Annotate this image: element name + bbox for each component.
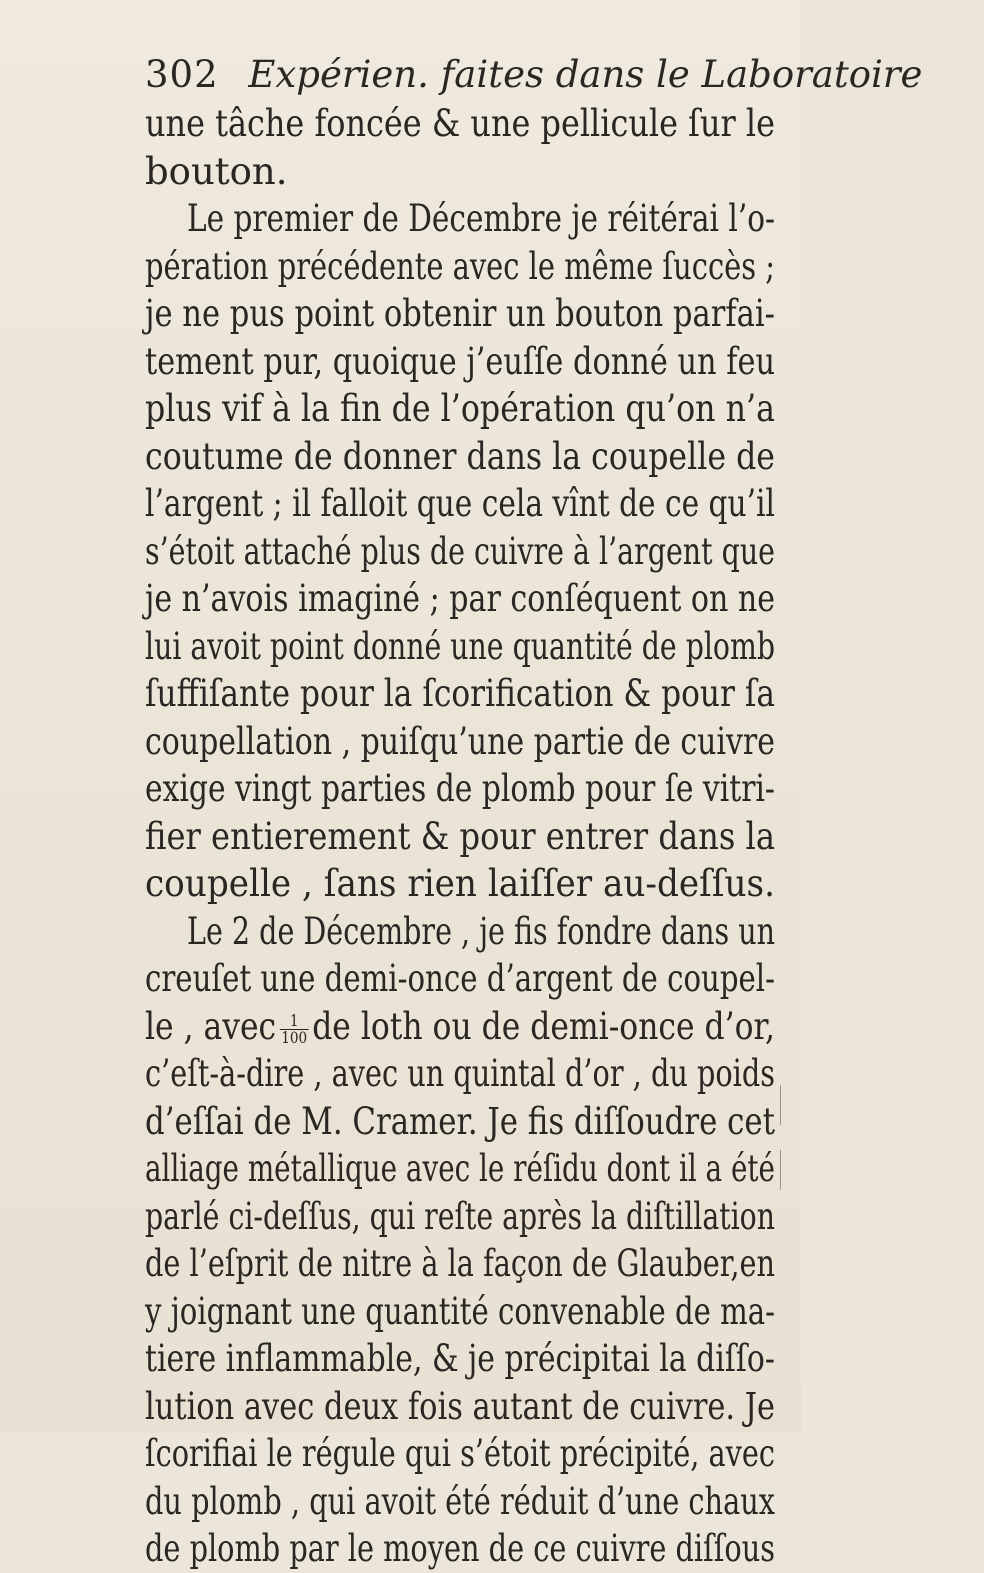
text-line: d’eſſai de M. Cramer. Je fis diſſoudre cet: [145, 1099, 775, 1143]
text-line: fier entierement & pour entrer dans la: [145, 814, 775, 858]
text-line: parlé ci-deſſus, qui reſte après la diſtillation: [145, 1194, 775, 1238]
text-line: lui avoit point donné une quantité de plomb: [145, 624, 775, 668]
text-line: de l’eſprit de nitre à la façon de Glauber,en: [145, 1242, 775, 1285]
text-line: ſuffiſante pour la ſcorification & pour ſa: [145, 672, 775, 715]
text-line: je ne pus point obtenir un bouton parfai-: [145, 292, 775, 335]
text-line: y joignant une quantité convenable de ma-: [145, 1289, 775, 1333]
text-line: coupellation , puiſqu’une partie de cuivre: [145, 719, 775, 763]
text-line: Le 2 de Décembre , je fis fondre dans un: [187, 909, 775, 953]
text-line: plus vif à la fin de l’opération qu’on n’a: [145, 387, 775, 430]
text-line: Le premier de Décembre je réitérai l’o-: [187, 197, 775, 240]
text-line: coutume de donner dans la coupelle de: [145, 434, 775, 478]
fraction: [280, 1010, 309, 1047]
fraction-denominator: 100: [281, 1027, 308, 1047]
margin-mark: [780, 1150, 781, 1190]
text-line: pération précédente avec le même ſuccès ;: [145, 244, 775, 288]
page-number: 302: [145, 53, 219, 96]
text-line: de plomb par le moyen de ce cuivre diſſous: [145, 1527, 775, 1570]
text-line: s’étoit attaché plus de cuivre à l’argent que: [145, 529, 775, 573]
text-line: une tâche foncée & une pellicule ſur le: [145, 102, 775, 145]
text-line: creuſet une demi-once d’argent de coupel-: [145, 957, 775, 1000]
running-title: Expérien. faites dans le Laboratoire: [248, 53, 923, 96]
text-line: l’argent ; il falloit que cela vînt de ce qu’il: [145, 482, 775, 525]
text-line: du plomb , qui avoit été réduit d’une chaux: [145, 1479, 775, 1523]
text-line: alliage métallique avec le réſidu dont il a été: [145, 1147, 775, 1190]
body-text: [145, 100, 775, 1573]
text-line: exige vingt parties de plomb pour ſe vitri-: [145, 767, 775, 810]
text-line: je n’avois imaginé ; par conſéquent on ne: [145, 577, 775, 620]
text-line: ſcorifiai le régule qui s’étoit précipité, avec: [145, 1432, 775, 1475]
text-line: tiere inflammable, & je précipitai la diſſo-: [145, 1337, 775, 1380]
text-line: coupelle , ſans rien laiſſer au-deſſus.: [145, 862, 775, 905]
text-line: lution avec deux fois autant de cuivre. Je: [145, 1384, 775, 1428]
text-line: bouton.: [145, 149, 288, 193]
text-fragment: le , avec: [145, 1004, 277, 1048]
fraction-numerator: 1: [280, 1013, 309, 1030]
margin-mark: [780, 1085, 781, 1125]
text-line: [145, 1003, 775, 1051]
text-line: c’eſt-à-dire , avec un quintal d’or , du poids: [145, 1052, 775, 1095]
text-fragment: de loth ou de demi-once d’or,: [312, 1004, 775, 1048]
running-header: [145, 50, 923, 100]
text-line: tement pur, quoique j’euſſe donné un feu: [145, 339, 775, 383]
